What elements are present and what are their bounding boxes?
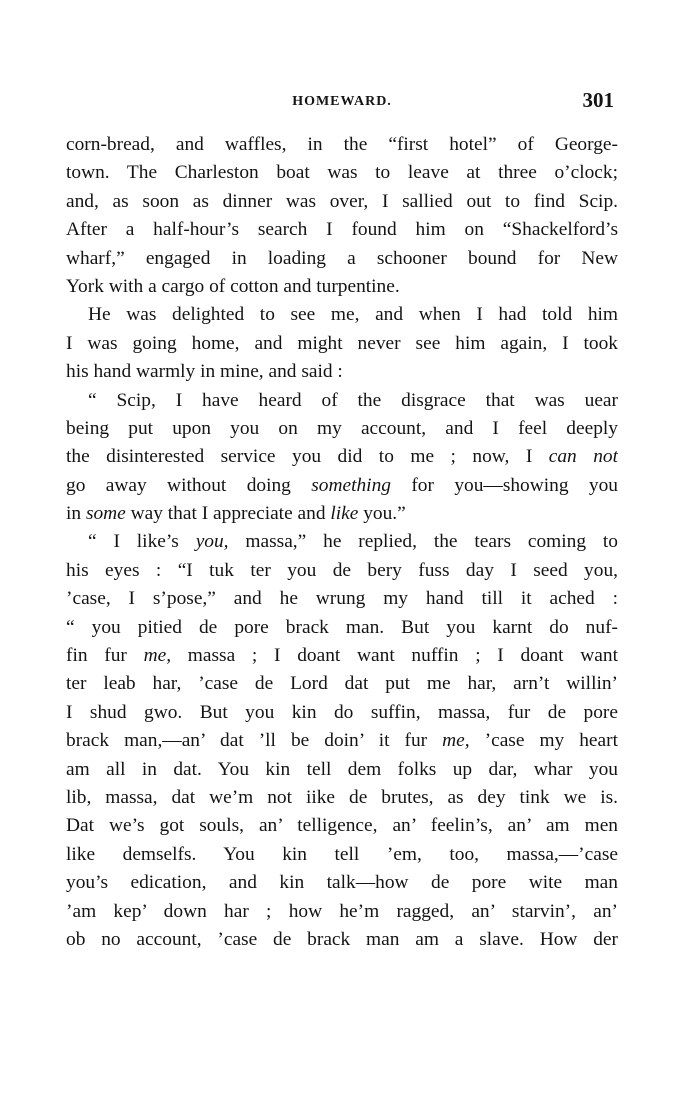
text-line [66,926,618,954]
text-line [66,330,618,358]
italic-text: you, [195,531,229,553]
italic-text: me, [442,730,470,752]
text-line [66,159,618,187]
italic-text: can not [548,446,618,468]
text-segment: fin fur [66,645,144,667]
text-line [66,614,618,642]
text-segment: corn-bread, and waffles, in the “first hotel” of George- [66,134,618,155]
text-segment: He was delighted to see me, and when I had told him [88,304,618,326]
page-number: 301 [582,88,614,112]
text-line [66,188,618,216]
text-line [66,301,618,329]
text-segment: ’case, I s’pose,” and he wrung my hand till it ached : [66,588,618,610]
text-segment: go away without doing [66,474,312,496]
text-line [66,273,618,301]
text-segment: way that I appreciate and [125,503,331,525]
text-line [66,784,618,812]
text-line [66,756,618,784]
text-segment: lib, massa, dat we’m not iike de brutes, as dey tink we is. [66,786,618,808]
text-segment: ’case my heart [469,730,618,752]
text-line [66,557,618,585]
text-line [66,216,618,244]
text-line [66,500,618,528]
text-line [66,841,618,869]
text-line [66,415,618,443]
text-line [66,528,618,556]
text-segment: Dat we’s got souls, an’ telligence, an’ feelin’s, an’ am men [66,815,618,837]
text-segment: you.” [358,503,406,525]
text-line [66,358,618,386]
text-segment: I was going home, and might never see him again, I took [66,332,618,354]
text-line [66,585,618,613]
text-segment: York with a cargo of cotton and turpentine. [66,275,400,297]
text-segment: in [66,503,86,525]
text-line [66,245,618,273]
text-line [66,812,618,840]
italic-text: me, [143,645,172,667]
text-segment: being put upon you on my account, and I feel deeply [66,417,618,439]
text-segment: the disinterested service you did to me ; now, I [66,446,549,468]
text-segment: for you—showing you [390,474,618,496]
text-line [66,699,618,727]
page-header [66,88,618,118]
body-text [66,131,618,954]
text-segment: ob no account, ’case de brack man am a slave. How der [66,928,618,950]
text-segment: massa,” he replied, the tears coming to [228,531,618,553]
text-segment: and, as soon as dinner was over, I sallied out to find Scip. [66,190,618,212]
text-line [66,131,618,159]
text-segment: ter leab har, ’case de Lord dat put me har, arn’t willin’ [66,673,618,695]
running-head: HOMEWARD. [292,94,392,109]
text-segment: After a half-hour’s search I found him on “Shackelford’s [66,219,618,241]
text-segment: massa ; I doant want nuffin ; I doant want [171,645,618,667]
text-line [66,727,618,755]
text-line [66,642,618,670]
italic-text: something [311,474,391,496]
text-segment: I shud gwo. But you kin do suffin, massa, fur de pore [66,701,618,723]
text-segment: wharf,” engaged in loading a schooner bound for New [66,247,618,269]
text-line [66,898,618,926]
text-line [66,387,618,415]
text-segment: town. The Charleston boat was to leave at three o’clock; [66,162,618,184]
text-segment: his eyes : “I tuk ter you de bery fuss day I seed you, [66,559,618,581]
text-segment: “ I like’s [88,531,196,553]
text-segment: ’am kep’ down har ; how he’m ragged, an’ starvin’, an’ [66,900,618,922]
text-segment: am all in dat. You kin tell dem folks up dar, whar you [66,758,618,780]
text-segment: “ you pitied de pore brack man. But you karnt do nuf- [66,616,618,638]
text-line [66,869,618,897]
italic-text: some [85,503,126,525]
text-segment: like demselfs. You kin tell ’em, too, massa,—’case [66,843,618,865]
text-segment: brack man,—an’ dat ’ll be doin’ it fur [66,730,443,752]
text-segment: “ Scip, I have heard of the disgrace that was uear [88,389,618,411]
italic-text: like [330,503,359,525]
text-line [66,670,618,698]
text-segment: his hand warmly in mine, and said : [66,361,343,383]
text-segment: you’s edication, and kin talk—how de pore wite man [66,872,618,894]
text-line [66,443,618,471]
text-line [66,472,618,500]
